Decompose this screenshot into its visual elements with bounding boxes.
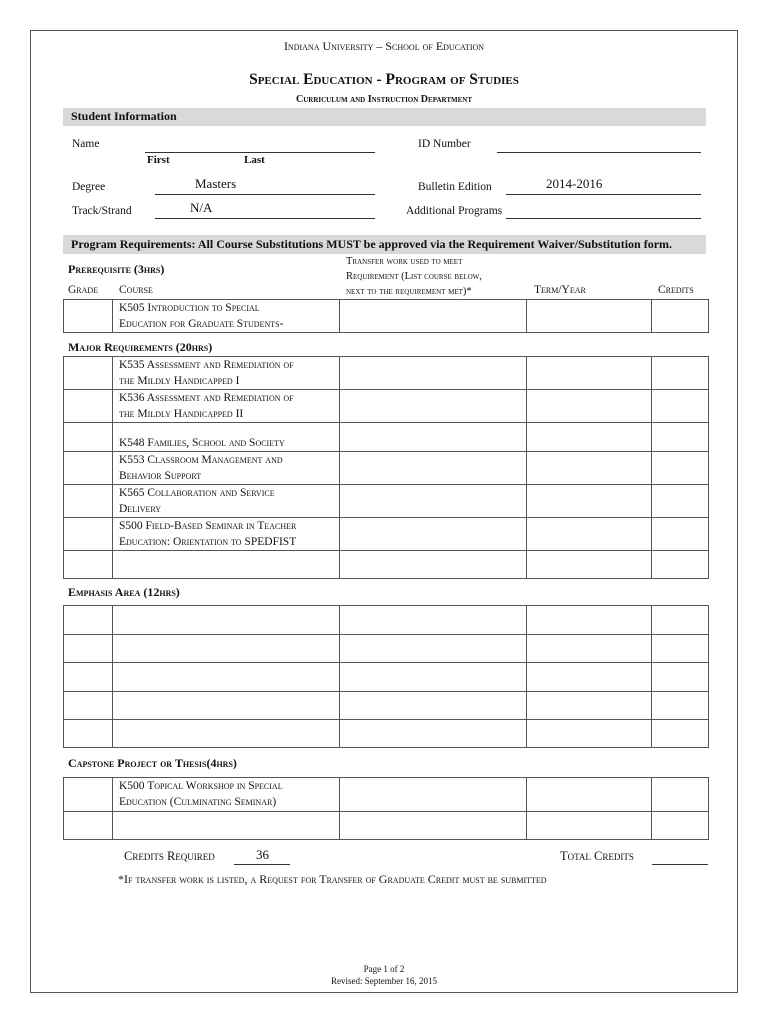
table-row [64,635,709,663]
transfer-cell[interactable] [340,606,527,635]
grade-cell[interactable] [64,692,113,720]
table-row [64,390,709,423]
program-requirements-bar [63,235,706,254]
grade-cell[interactable] [64,551,113,579]
course-line: Delivery [119,503,162,515]
term-year-cell[interactable] [527,663,652,692]
prerequisite-table [63,299,709,333]
transfer-cell[interactable] [340,720,527,748]
emphasis-area-title: Emphasis Area (12hrs) [68,585,180,599]
degree-label: Degree [72,181,106,193]
major-requirements-title: Major Requirements (20hrs) [68,340,213,354]
credits-cell[interactable] [652,390,709,423]
term-year-cell[interactable] [527,300,652,333]
course-line: Behavior Support [119,470,202,482]
capstone-table [63,777,709,840]
term-year-cell[interactable] [527,812,652,840]
id-number-label: ID Number [418,138,471,150]
grade-cell[interactable] [64,778,113,812]
id-number-field[interactable] [497,138,701,153]
table-row [64,452,709,485]
transfer-cell[interactable] [340,485,527,518]
grade-cell[interactable] [64,812,113,840]
transfer-header-line-2: Requirement (List course below, [346,271,482,282]
course-cell[interactable] [113,635,340,663]
additional-programs-field[interactable] [506,200,701,219]
term-year-cell[interactable] [527,518,652,551]
bulletin-edition-value: 2014-2016 [546,176,603,191]
course-cell [113,518,340,551]
bulletin-edition-label: Bulletin Edition [418,181,492,193]
term-year-cell[interactable] [527,551,652,579]
term-year-cell[interactable] [527,390,652,423]
course-line: the Mildly Handicapped I [119,375,240,387]
grade-cell[interactable] [64,423,113,452]
grade-cell[interactable] [64,452,113,485]
major-requirements-table [63,356,709,579]
transfer-header-line-1: Transfer work used to meet [346,256,463,267]
term-year-cell[interactable] [527,635,652,663]
capstone-title: Capstone Project or Thesis(4hrs) [68,756,237,770]
credits-cell[interactable] [652,551,709,579]
course-line: K535 Assessment and Remediation of [119,359,294,371]
transfer-cell[interactable] [340,635,527,663]
term-year-column-header: Term/Year [534,284,586,296]
course-line: K548 Families, School and Society [119,437,285,449]
grade-column-header: Grade [68,284,99,296]
prerequisite-title: Prerequisite (3hrs) [68,262,165,276]
grade-cell[interactable] [64,485,113,518]
bulletin-edition-field[interactable] [506,176,701,195]
credits-cell[interactable] [652,423,709,452]
course-line: K536 Assessment and Remediation of [119,392,294,404]
table-row [64,423,709,452]
grade-cell[interactable] [64,635,113,663]
credits-required-field[interactable] [234,847,290,865]
course-line: S500 Field-Based Seminar in Teacher [119,520,297,532]
name-label: Name [72,138,100,150]
course-line: Education for Graduate Students- [119,318,284,330]
term-year-cell[interactable] [527,692,652,720]
credits-cell[interactable] [652,452,709,485]
credits-cell[interactable] [652,357,709,390]
track-strand-value: N/A [190,200,213,215]
table-row [64,518,709,551]
transfer-cell[interactable] [340,452,527,485]
last-label: Last [244,154,265,166]
transfer-cell[interactable] [340,518,527,551]
grade-cell[interactable] [64,390,113,423]
table-row [64,663,709,692]
course-line: Education: Orientation to SPEDFIST [119,536,297,548]
credits-cell[interactable] [652,606,709,635]
table-row [64,692,709,720]
term-year-cell[interactable] [527,606,652,635]
program-requirements-title: Program Requirements: All Course Substitutions MUST be approved via the Requirement Waiver/Substitution form. [71,237,673,251]
student-info-title: Student Information [71,109,177,123]
track-strand-field[interactable] [155,200,375,219]
course-line: K565 Collaboration and Service [119,487,275,499]
transfer-cell[interactable] [340,357,527,390]
term-year-cell[interactable] [527,485,652,518]
grade-cell[interactable] [64,606,113,635]
course-cell[interactable] [113,606,340,635]
student-info-bar [63,108,706,126]
course-cell[interactable] [113,720,340,748]
table-row [64,606,709,635]
credits-cell[interactable] [652,518,709,551]
transfer-cell[interactable] [340,778,527,812]
track-strand-label: Track/Strand [72,205,132,217]
credits-cell[interactable] [652,635,709,663]
course-cell [113,390,340,423]
course-cell [113,485,340,518]
table-row [64,357,709,390]
course-cell [113,452,340,485]
table-row [64,720,709,748]
credits-cell[interactable] [652,663,709,692]
additional-programs-label: Additional Programs [406,205,503,217]
credits-cell[interactable] [652,300,709,333]
degree-value: Masters [195,176,237,191]
course-column-header: Course [119,284,153,296]
grade-cell[interactable] [64,518,113,551]
credits-required-label: Credits Required [124,849,215,863]
term-year-cell[interactable] [527,357,652,390]
page-number: Page 1 of 2 [363,964,405,974]
credits-cell[interactable] [652,692,709,720]
transfer-cell[interactable] [340,551,527,579]
course-cell[interactable] [113,812,340,840]
grade-cell[interactable] [64,720,113,748]
course-cell [113,778,340,812]
credits-cell[interactable] [652,812,709,840]
course-cell [113,300,340,333]
credits-cell[interactable] [652,485,709,518]
grade-cell[interactable] [64,300,113,333]
revised-date: Revised: September 16, 2015 [331,976,437,986]
emphasis-area-table [63,605,709,748]
transfer-cell[interactable] [340,663,527,692]
department-subtitle: Curriculum and Instruction Department [296,94,472,105]
transfer-header-line-3: next to the requirement met)* [346,286,472,297]
grade-cell[interactable] [64,357,113,390]
transfer-column-header [346,254,482,299]
credits-required-value: 36 [256,847,269,862]
page-title: Special Education - Program of Studies [249,71,519,88]
grade-cell[interactable] [64,663,113,692]
table-row [64,812,709,840]
table-row [64,778,709,812]
course-cell[interactable] [113,551,340,579]
course-line: Education (Culminating Seminar) [119,796,277,808]
course-cell[interactable] [113,692,340,720]
course-line: K500 Topical Workshop in Special [119,780,283,792]
term-year-cell[interactable] [527,423,652,452]
course-cell [113,357,340,390]
transfer-cell[interactable] [340,390,527,423]
term-year-cell[interactable] [527,720,652,748]
course-cell [113,423,340,452]
transfer-note: *If transfer work is listed, a Request for Transfer of Graduate Credit must be submitted [118,872,547,886]
course-line: K553 Classroom Management and [119,454,283,466]
credits-cell[interactable] [652,720,709,748]
table-row [64,300,709,333]
transfer-cell[interactable] [340,812,527,840]
total-credits-label: Total Credits [560,849,634,863]
course-line: K505 Introduction to Special [119,302,260,314]
degree-field[interactable] [155,176,375,195]
total-credits-field[interactable] [652,849,708,865]
credits-cell[interactable] [652,778,709,812]
transfer-cell[interactable] [340,692,527,720]
table-row [64,485,709,518]
name-field[interactable] [145,138,375,153]
university-header: Indiana University – School of Education [283,39,485,53]
course-cell[interactable] [113,663,340,692]
transfer-cell[interactable] [340,423,527,452]
course-line: the Mildly Handicapped II [119,408,244,420]
term-year-cell[interactable] [527,452,652,485]
term-year-cell[interactable] [527,778,652,812]
table-row [64,551,709,579]
transfer-cell[interactable] [340,300,527,333]
first-label: First [147,154,170,166]
credits-column-header: Credits [658,284,694,296]
